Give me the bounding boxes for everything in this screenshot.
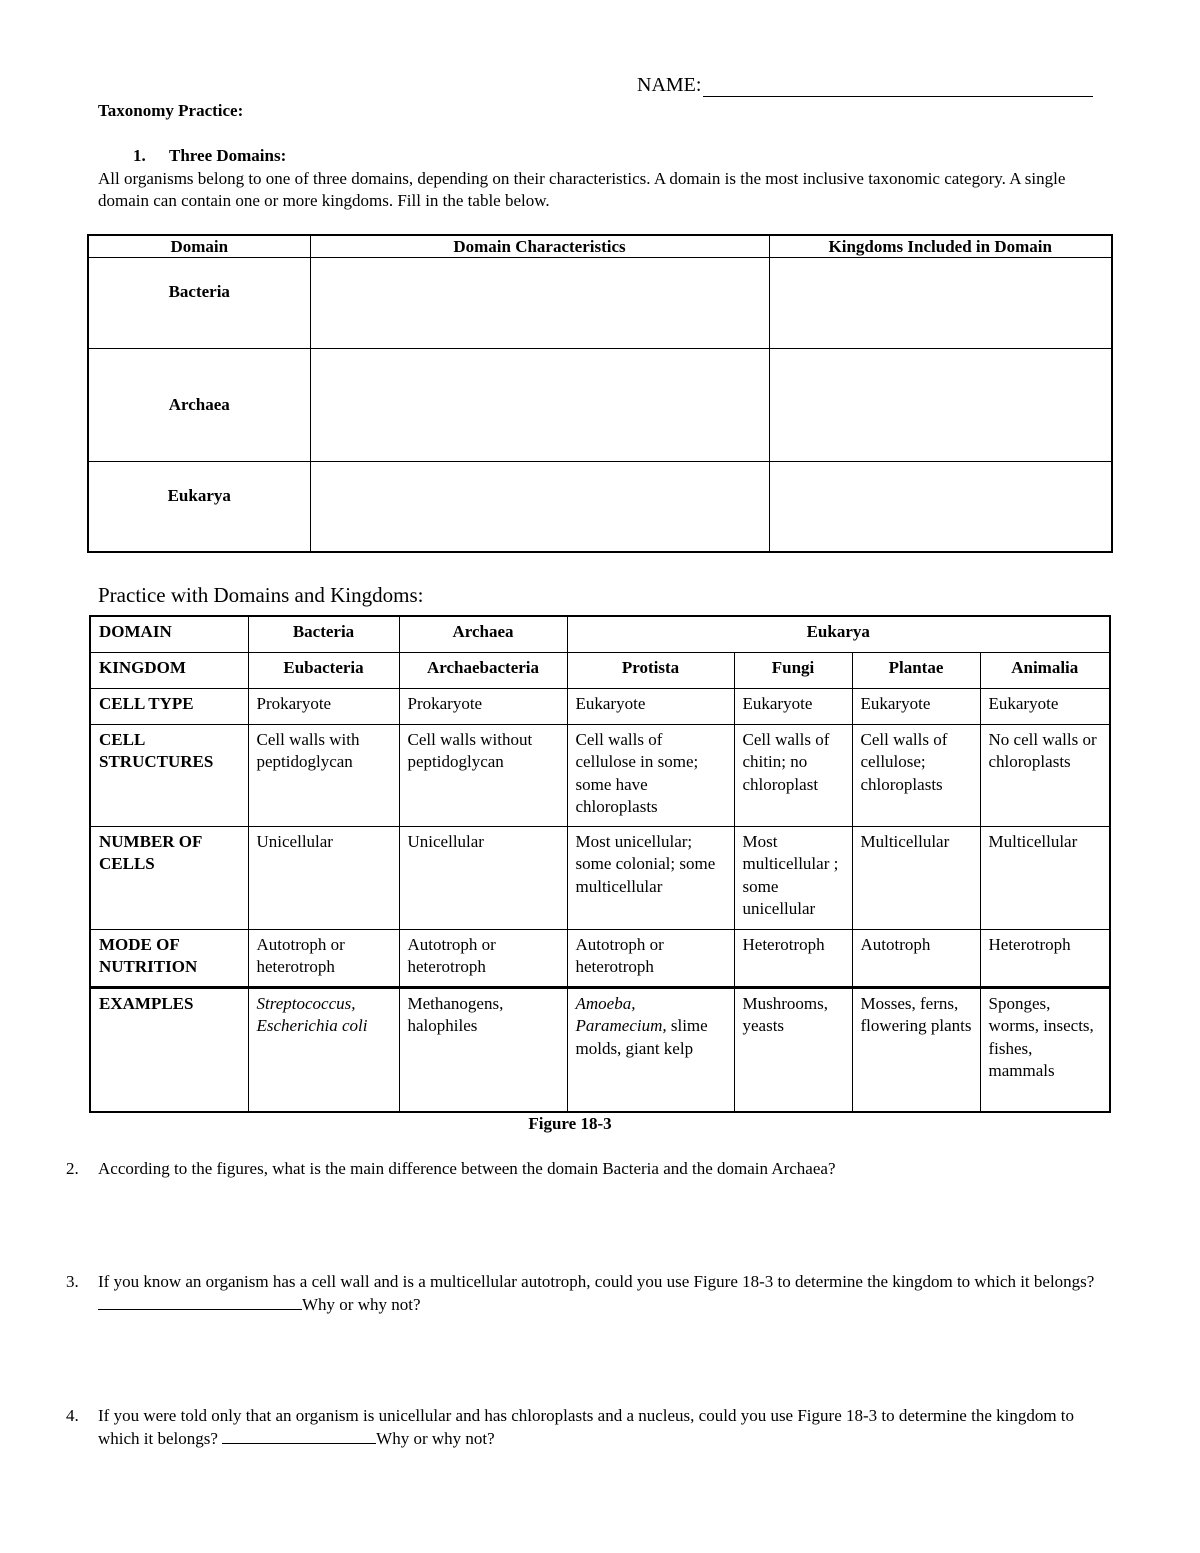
question-number: 3.: [66, 1272, 79, 1291]
answer-blank[interactable]: [98, 1294, 302, 1310]
table-cell: Cell walls of cellulose in some; some have chloroplasts: [567, 724, 734, 826]
answer-blank[interactable]: [222, 1428, 376, 1444]
table-cell: Methanogens, halophiles: [399, 987, 567, 1112]
table-header-row: [88, 235, 1112, 258]
domains-fill-table: [87, 234, 1113, 553]
cell-structures-row: [90, 724, 1110, 826]
number-of-cells-row: [90, 826, 1110, 929]
kingdom-cell: Protista: [567, 652, 734, 688]
row-label-mode-of-nutrition: MODE OF NUTRITION: [90, 929, 248, 987]
domain-eukarya: Eukarya: [88, 462, 310, 552]
answer-cell-kingdoms[interactable]: [769, 258, 1112, 349]
answer-cell-kingdoms[interactable]: [769, 462, 1112, 552]
question-text-part: If you were told only that an organism is unicellular and has chloroplasts and a nucleus, could you use Figure 18-3 to determine the kingdom to which it belongs?: [98, 1406, 1075, 1448]
table-row: [88, 258, 1112, 349]
domain-row: [90, 616, 1110, 652]
domain-archaea: Archaea: [88, 349, 310, 462]
table-cell: Multicellular: [980, 826, 1110, 929]
table-cell: Mosses, ferns, flowering plants: [852, 987, 980, 1112]
table-cell: Autotroph or heterotroph: [248, 929, 399, 987]
table-cell: Autotroph: [852, 929, 980, 987]
practice-heading: Practice with Domains and Kingdoms:: [98, 583, 424, 607]
table-cell: Cell walls with peptidoglycan: [248, 724, 399, 826]
answer-cell-characteristics[interactable]: [310, 258, 769, 349]
table-cell: Cell walls of cellulose; chloroplasts: [852, 724, 980, 826]
table-cell: Most unicellular; some colonial; some multicellular: [567, 826, 734, 929]
question-number: 4.: [66, 1406, 79, 1425]
domain-cell: Archaea: [399, 616, 567, 652]
table-cell: Unicellular: [248, 826, 399, 929]
domain-cell: Eukarya: [567, 616, 1110, 652]
row-label-number-of-cells: NUMBER OF CELLS: [90, 826, 248, 929]
row-label-kingdom: KINGDOM: [90, 652, 248, 688]
mode-of-nutrition-row: [90, 929, 1110, 987]
table-cell: Heterotroph: [980, 929, 1110, 987]
table-cell: Eukaryote: [980, 688, 1110, 724]
row-label-domain: DOMAIN: [90, 616, 248, 652]
row-label-cell-structures: CELL STRUCTURES: [90, 724, 248, 826]
table-cell: No cell walls or chloroplasts: [980, 724, 1110, 826]
cell-type-row: [90, 688, 1110, 724]
section-number: 1.: [133, 146, 146, 165]
italic-examples: Amoeba, Paramecium,: [575, 993, 667, 1035]
name-blank[interactable]: [703, 76, 1093, 97]
table-cell: Most multicellular ; some unicellular: [734, 826, 852, 929]
question-text-part: Why or why not?: [376, 1428, 495, 1448]
domains-kingdoms-table: [89, 615, 1111, 1113]
answer-cell-characteristics[interactable]: [310, 462, 769, 552]
table-row: [88, 462, 1112, 552]
kingdom-row: [90, 652, 1110, 688]
table-cell: Autotroph or heterotroph: [567, 929, 734, 987]
page-title: Taxonomy Practice:: [98, 101, 244, 120]
kingdom-cell: Plantae: [852, 652, 980, 688]
table-cell: Multicellular: [852, 826, 980, 929]
question-text: [98, 1271, 1116, 1316]
question-text: [98, 1405, 1116, 1450]
domain-bacteria: Bacteria: [88, 258, 310, 349]
row-label-examples: EXAMPLES: [90, 987, 248, 1112]
question-text: According to the figures, what is the main difference between the domain Bacteria and the domain Archaea?: [98, 1159, 836, 1178]
plain-examples: slime molds, giant kelp: [575, 1016, 708, 1058]
table-cell: Sponges, worms, insects, fishes, mammals: [980, 987, 1110, 1112]
header-kingdoms-included: Kingdoms Included in Domain: [769, 235, 1112, 258]
section-intro: All organisms belong to one of three domains, depending on their characteristics. A domain is the most inclusive taxonomic category. A single domain can contain one or more kingdoms. Fill in the table below.: [98, 169, 1066, 210]
table-cell: Eukaryote: [567, 688, 734, 724]
header-domain-characteristics: Domain Characteristics: [310, 235, 769, 258]
answer-cell-characteristics[interactable]: [310, 349, 769, 462]
kingdom-cell: Fungi: [734, 652, 852, 688]
table-cell: Cell walls of chitin; no chloroplast: [734, 724, 852, 826]
table-cell: Cell walls without peptidoglycan: [399, 724, 567, 826]
kingdom-cell: Eubacteria: [248, 652, 399, 688]
table-cell: Autotroph or heterotroph: [399, 929, 567, 987]
question-number: 2.: [66, 1159, 79, 1178]
kingdom-cell: Archaebacteria: [399, 652, 567, 688]
domain-cell: Bacteria: [248, 616, 399, 652]
question-2: [66, 1158, 1116, 1181]
table-cell: Prokaryote: [399, 688, 567, 724]
section-heading: [133, 146, 286, 166]
table-cell: Streptococcus, Escherichia coli: [248, 987, 399, 1112]
header-domain: Domain: [88, 235, 310, 258]
table-cell: Eukaryote: [852, 688, 980, 724]
table-cell: Eukaryote: [734, 688, 852, 724]
question-3: [66, 1271, 1116, 1316]
table-cell: Mushrooms, yeasts: [734, 987, 852, 1112]
kingdom-cell: Animalia: [980, 652, 1110, 688]
table-cell: [567, 987, 734, 1112]
table-cell: Prokaryote: [248, 688, 399, 724]
answer-cell-kingdoms[interactable]: [769, 349, 1112, 462]
question-text-part: If you know an organism has a cell wall and is a multicellular autotroph, could you use Figure 18-3 to determine the kingdom to which it belongs?: [98, 1272, 1095, 1291]
question-4: [66, 1405, 1116, 1450]
name-label: NAME:: [637, 74, 702, 96]
section-title: Three Domains:: [169, 146, 287, 165]
question-text-part: Why or why not?: [302, 1294, 421, 1314]
table-cell: Unicellular: [399, 826, 567, 929]
figure-caption: Figure 18-3: [528, 1114, 612, 1133]
name-field[interactable]: [637, 74, 1093, 97]
row-label-cell-type: CELL TYPE: [90, 688, 248, 724]
examples-row: [90, 987, 1110, 1112]
table-row: [88, 349, 1112, 462]
table-cell: Heterotroph: [734, 929, 852, 987]
